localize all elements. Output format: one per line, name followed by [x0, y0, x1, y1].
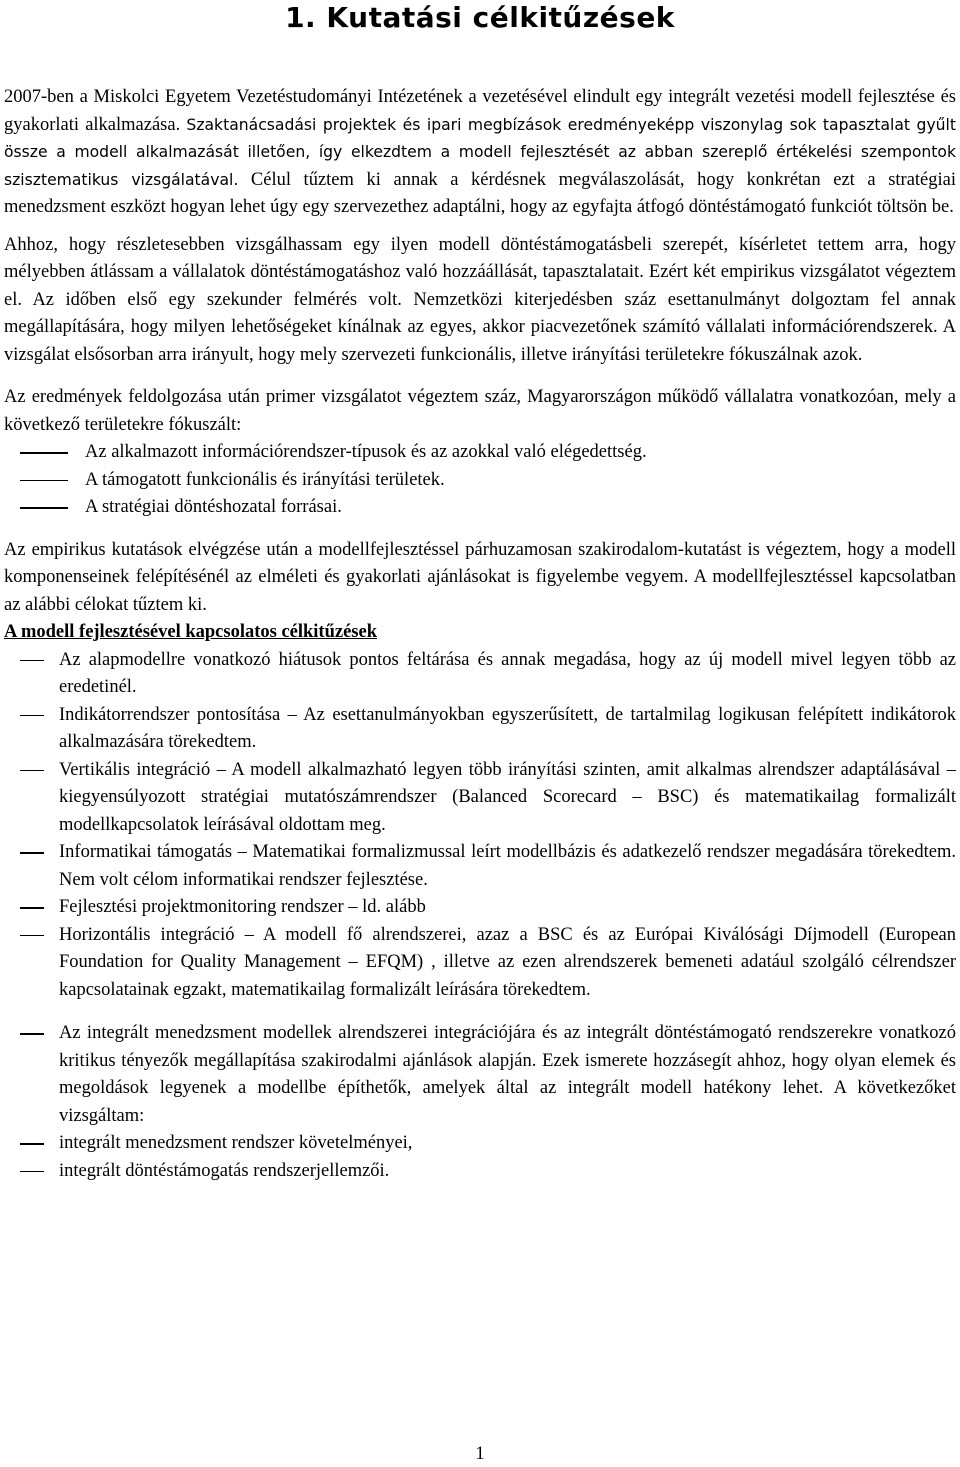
goals-list [4, 647, 956, 1186]
goal2-subgoals-list [4, 1130, 956, 1185]
intro-sentence-goal: Célul tűztem ki annak a kérdésnek megválaszolását, hogy konkrétan ezt a stratégiai menedzsment eszközt hogyan lehet úgy egy szervezethez adaptálni, hogy az egyfajta átfogó döntéstámogató funkciót töltsön be. [4, 169, 956, 217]
goal-text: Az integrált menedzsment modellek alrendszerei integrációjára és az integrált döntéstámogató rendszerekre vonatkozó kritikus tényezők megállapítása szakirodalmi ajánlások alapján. Ezek ismerete hozzásegít ahhoz, hogy olyan elemek és megoldások legyenek a modellbe építhetők, amelyek által az integrált modell hatékony lehet. A következőket vizsgáltam: [59, 1023, 956, 1126]
goal-item-1 [4, 647, 956, 1005]
intro-paragraph-1 [4, 84, 956, 222]
intro-paragraph-3: Az eredmények feldolgozása után primer vizsgálatot végeztem száz, Magyarországon működő vállalatra vonatkozóan, mely a következő területekre fókuszált: [4, 387, 956, 435]
list-item: Informatikai támogatás – Matematikai formalizmussal leírt modellbázis és adatkezelő rendszer megadására törekedtem. Nem volt célom informatikai rendszer fejlesztése. [4, 839, 956, 894]
list-item: A támogatott funkcionális és irányítási területek. [4, 467, 956, 495]
section-heading: A modell fejlesztésével kapcsolatos célkitűzések [4, 622, 378, 642]
list-item: Vertikális integráció – A modell alkalmazható legyen több irányítási szinten, amit alkalmas alrendszer adaptálásával – kiegyensúlyozott stratégiai mutatószámrendszer (Balanced Scorecard – BSC) és matematikailag formalizált modellkapcsolatok leírásával oldottam meg. [4, 757, 956, 840]
list-item: Fejlesztési projektmonitoring rendszer – ld. alább [4, 894, 956, 922]
intro-paragraph-4: Az empirikus kutatások elvégzése után a modellfejlesztéssel párhuzamosan szakirodalom-kutatást is végeztem, hogy a modell komponenseinek felépítésénél az elméleti és gyakorlati ajánlásokat is figyelembe vegyem. A modellfejlesztéssel kapcsolatban az alábbi célokat tűztem ki. [4, 539, 956, 615]
page-number: 1 [475, 1444, 485, 1464]
list-item: Indikátorrendszer pontosítása – Az esettanulmányokban egyszerűsített, de tartalmilag logikusan felépített indikátorok alkalmazására törekedtem. [4, 702, 956, 757]
document-body [4, 84, 956, 1185]
list-item: Az alkalmazott információrendszer-típusok és az azokkal való elégedettség. [4, 439, 956, 467]
goal-text: Az alapmodellre vonatkozó hiátusok pontos feltárása és annak megadása, hogy az új modell mivel legyen több az eredetinél. [59, 649, 956, 697]
list-item: integrált döntéstámogatás rendszerjellemzői. [4, 1158, 956, 1186]
list-item: A stratégiai döntéshozatal forrásai. [4, 494, 956, 522]
page-title: 1. Kutatási célkitűzések [285, 1, 675, 34]
goal1-subgoals-list [4, 702, 956, 1005]
list-item: integrált menedzsment rendszer követelményei, [4, 1130, 956, 1158]
list-item: Horizontális integráció – A modell fő alrendszerei, azaz a BSC és az Európai Kiválósági Díjmodell (European Foundation for Quality Management – EFQM) , illetve az ezen alrendszerek bemeneti adatául szolgáló célrendszer kapcsolatainak egzakt, matematikailag formalizált leírására törekedtem. [4, 922, 956, 1005]
intro-sentences-sans: Szaktanácsadási projektek és ipari megbízások eredményeképp viszonylag sok tapasztalat gyűlt össze a modell alkalmazását illetően, így elkezdtem a modell fejlesztését az abban szereplő értékelési szempontok szisztematikus vizsgálatával. [4, 115, 957, 189]
goal-item-2 [4, 1020, 956, 1185]
intro-paragraph-2: Ahhoz, hogy részletesebben vizsgálhassam egy ilyen modell döntéstámogatásbeli szerepét, kísérletet tettem arra, hogy mélyebben átlássam a vállalatok döntéstámogatáshoz való hozzáállását, tapasztalatait. Ezért két empirikus vizsgálatot végeztem el. Az időben első egy szekunder felmérés volt. Nemzetközi kiterjedésben száz esettanulmányt dolgoztam fel annak megállapítására, hogy milyen lehetőségeket kínálnak az egyes, akkor piacvezetőnek számító vállalati információrendszerek. A vizsgálat elsősorban arra irányult, hogy mely szervezeti funkcionális, illetve irányítási területekre fókuszálnak azok. [4, 234, 956, 365]
intro-sentence-1: 2007-ben a Miskolci Egyetem Vezetéstudományi Intézetének a vezetésével elindult egy integrált vezetési modell fejlesztése és gyakorlati alkalmazása. [4, 87, 956, 135]
focus-areas-list [4, 439, 956, 522]
